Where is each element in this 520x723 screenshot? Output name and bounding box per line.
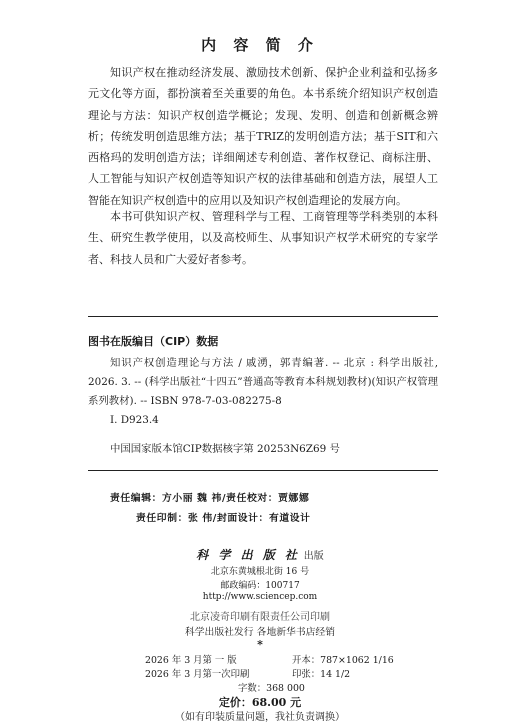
- editor-credits: 责任编辑：方小丽 魏 祎/责任校对：贾娜娜: [110, 493, 310, 504]
- summary-paragraph-2: 本书可供知识产权、管理科学与工程、工商管理等学科类别的本科生、研究生教学使用，以及高校师生、从事知识产权学术研究的专家学者、科技人员和广大爱好者参考。: [88, 210, 438, 266]
- publisher-suffix: 出版: [303, 551, 324, 562]
- distributor-line: 科学出版社发行 各地新华书店经销: [184, 627, 336, 638]
- summary-heading: 内 容 简 介: [201, 36, 319, 54]
- printing-info: 2026 年 3 月第一次印刷: [145, 669, 250, 680]
- price: 定价：68.00 元: [218, 696, 302, 709]
- publisher-logo: 科 学 出 版 社: [196, 548, 300, 562]
- publisher-zip: 邮政编码：100717: [220, 581, 300, 591]
- word-count: 字数：368 000: [238, 683, 305, 694]
- separator-star: *: [257, 638, 263, 651]
- publisher-address: 北京东黄城根北街 16 号: [210, 567, 310, 577]
- printer-name: 北京凌奇印刷有限责任公司印刷: [190, 612, 330, 623]
- divider-bottom: [88, 470, 438, 471]
- format-info: 开本：787×1062 1/16: [292, 655, 394, 666]
- quality-notice: （如有印装质量问题，我社负责调换）: [175, 712, 345, 723]
- publisher-line: [0, 546, 520, 563]
- publisher-url: http://www.sciencep.com: [202, 592, 318, 602]
- cip-record-number: 中国国家版本馆CIP数据核字第 20253N6Z69 号: [110, 443, 340, 455]
- edition-info: 2026 年 3 月第 一 版: [145, 655, 237, 666]
- production-credits: 责任印制：张 伟/封面设计：有道设计: [136, 513, 311, 524]
- sheets-info: 印张：14 1/2: [292, 669, 351, 680]
- cip-classification: Ⅰ. D923.4: [110, 414, 159, 426]
- cip-body: 知识产权创造理论与方法 / 戚湧，郭青编著. -- 北京 : 科学出版社, 2026. 3. -- (科学出版社“十四五”普通高等教育本科规划教材)(知识产权管理系列教材). -- ISBN 978-7-03-082275-8: [88, 357, 438, 407]
- divider-top: [88, 316, 438, 317]
- summary-paragraph-1: 知识产权在推动经济发展、激励技术创新、保护企业利益和弘扬多元文化等方面，都扮演着至关重要的角色。本书系统介绍知识产权创造理论与方法：知识产权创造学概论；发现、发明、创造和创新概念辨析；传统发明创造思维方法；基于TRIZ的发明创造方法；基于SIT和六西格玛的发明创造方法；详细阐述专利创造、著作权登记、商标注册、人工智能与知识产权创造等知识产权的法律基础和创造方法，展望人工智能在知识产权创造中的应用以及知识产权创造理论的发展方向。: [88, 66, 438, 207]
- cip-title: 图书在版编目（CIP）数据: [88, 335, 219, 348]
